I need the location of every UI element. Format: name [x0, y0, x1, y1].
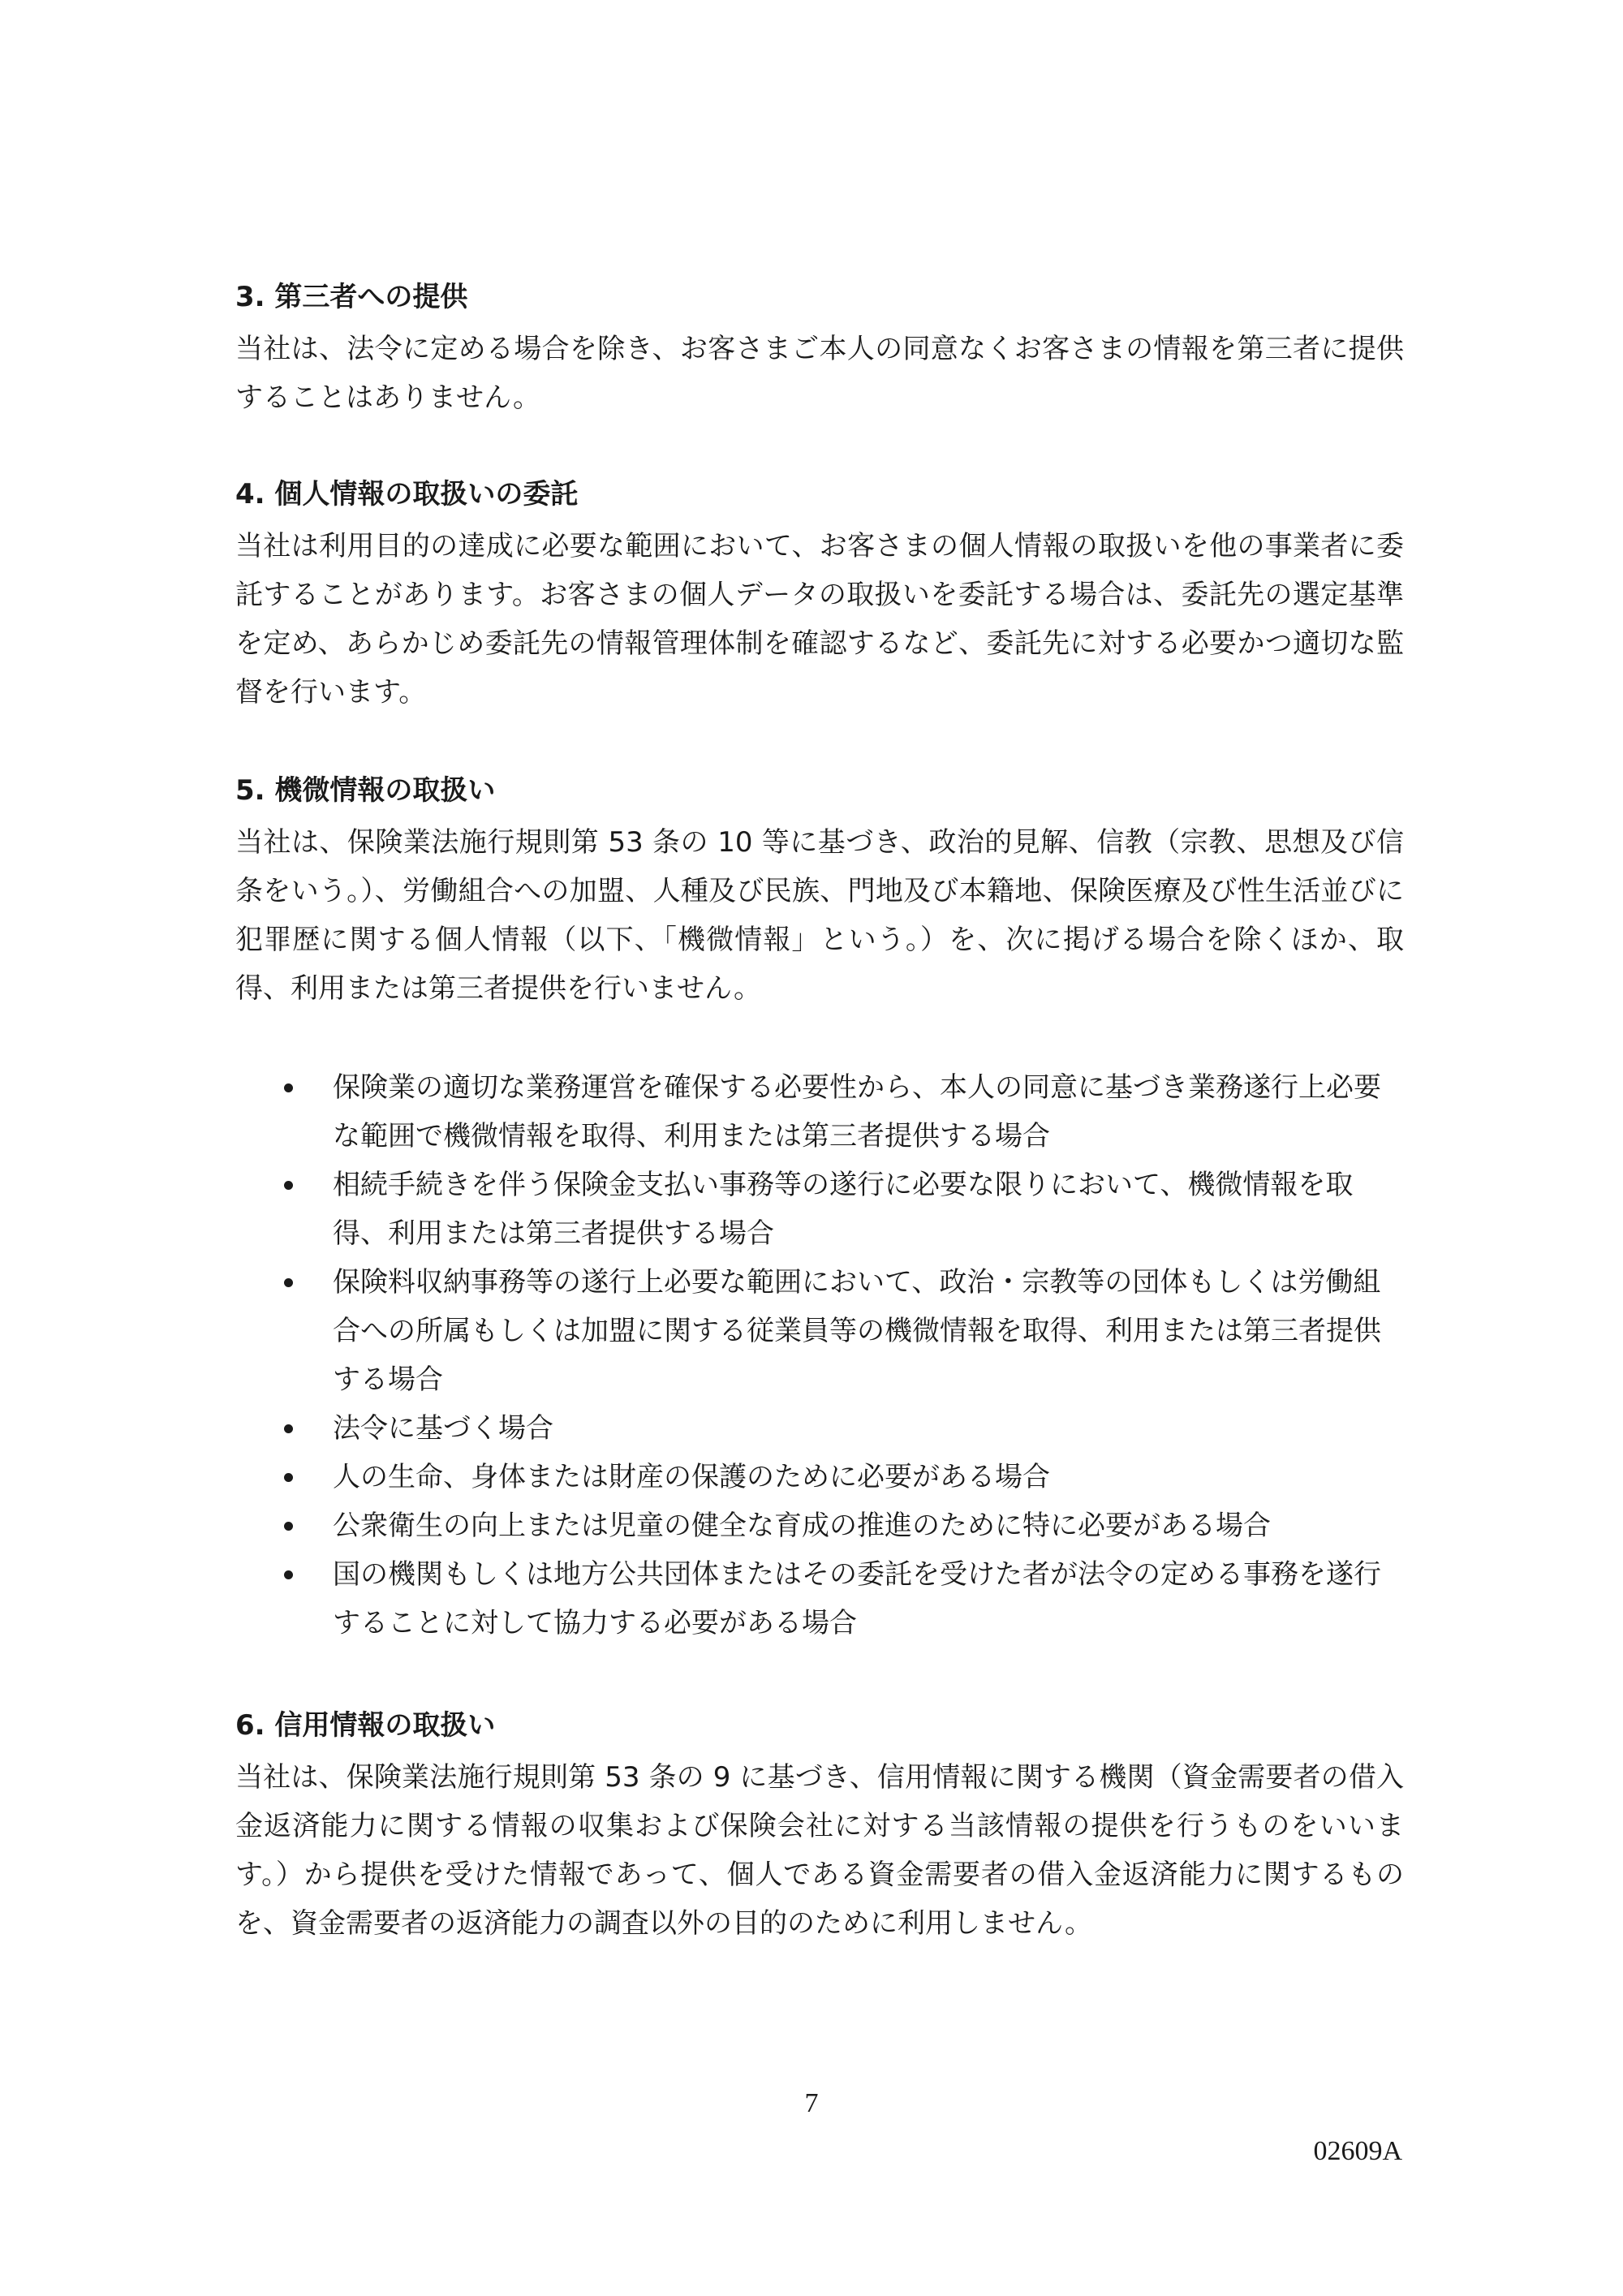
section-paragraph: 当社は、保険業法施行規則第 53 条の 9 に基づき、信用情報に関する機関（資金需要者の借入金返済能力に関する情報の収集および保険会社に対する当該情報の提供を行うものをいいます。）から提供を受けた情報であって、個人である資金需要者の借入金返済能力に関するものを、資金需要者の返済能力の調査以外の目的のために利用しません。: [235, 1761, 1404, 1940]
list-item-text: 法令に基づく場合: [333, 1412, 553, 1445]
list-item-text: 相続手続きを伴う保険金支払い事務等の遂行に必要な限りにおいて、機微情報を取得、利用または第三者提供する場合: [333, 1169, 1354, 1250]
section-outsourcing: [235, 475, 1404, 717]
list-item-text: 人の生命、身体または財産の保護のために必要がある場合: [333, 1461, 1050, 1493]
bullet-icon: [284, 1278, 293, 1287]
list-item-text: 保険料収納事務等の遂行上必要な範囲において、政治・宗教等の団体もしくは労働組合への所属もしくは加盟に関する従業員等の機微情報を取得、利用または第三者提供する場合: [333, 1266, 1381, 1396]
section-heading: 4. 個人情報の取扱いの委託: [235, 478, 579, 510]
bullet-icon: [284, 1083, 293, 1092]
section-sensitive-information: [235, 771, 1404, 1013]
list-item: [284, 1063, 1404, 1161]
document-code: 02609A: [1313, 2136, 1402, 2166]
sensitive-info-exception-list: [284, 1063, 1404, 1648]
section-paragraph: 当社は、法令に定める場合を除き、お客さまご本人の同意なくお客さまの情報を第三者に提供することはありません。: [235, 333, 1404, 414]
list-item: [284, 1501, 1404, 1550]
list-item-text: 保険業の適切な業務運営を確保する必要性から、本人の同意に基づき業務遂行上必要な範囲で機微情報を取得、利用または第三者提供する場合: [333, 1071, 1381, 1152]
section-paragraph: 当社は利用目的の達成に必要な範囲において、お客さまの個人情報の取扱いを他の事業者に委託することがあります。お客さまの個人データの取扱いを委託する場合は、委託先の選定基準を定め、あらかじめ委託先の情報管理体制を確認するなど、委託先に対する必要かつ適切な監督を行います。: [235, 530, 1404, 709]
section-paragraph: 当社は、保険業法施行規則第 53 条の 10 等に基づき、政治的見解、信教（宗教、思想及び信条をいう。）、労働組合への加盟、人種及び民族、門地及び本籍地、保険医療及び性生活並びに犯罪歴に関する個人情報（以下、「機微情報」という。）を、次に掲げる場合を除くほか、取得、利用または第三者提供を行いません。: [235, 826, 1404, 1005]
bullet-icon: [284, 1424, 293, 1433]
list-item: [284, 1258, 1404, 1404]
section-heading: 6. 信用情報の取扱い: [235, 1709, 496, 1742]
section-third-party-provision: [235, 278, 1404, 422]
section-credit-information: [235, 1706, 1404, 1948]
bullet-icon: [284, 1522, 293, 1531]
bullet-icon: [284, 1570, 293, 1579]
bullet-icon: [284, 1181, 293, 1190]
list-item: [284, 1161, 1404, 1258]
list-item-text: 公衆衛生の向上または児童の健全な育成の推進のために特に必要がある場合: [333, 1510, 1271, 1542]
list-item-text: 国の機関もしくは地方公共団体またはその委託を受けた者が法令の定める事務を遂行することに対して協力する必要がある場合: [333, 1558, 1381, 1639]
bullet-icon: [284, 1473, 293, 1482]
page-number: 7: [804, 2088, 819, 2118]
section-heading: 3. 第三者への提供: [235, 281, 468, 313]
list-item: [284, 1404, 1404, 1453]
list-item: [284, 1453, 1404, 1501]
section-heading: 5. 機微情報の取扱い: [235, 774, 496, 807]
list-item: [284, 1550, 1404, 1648]
